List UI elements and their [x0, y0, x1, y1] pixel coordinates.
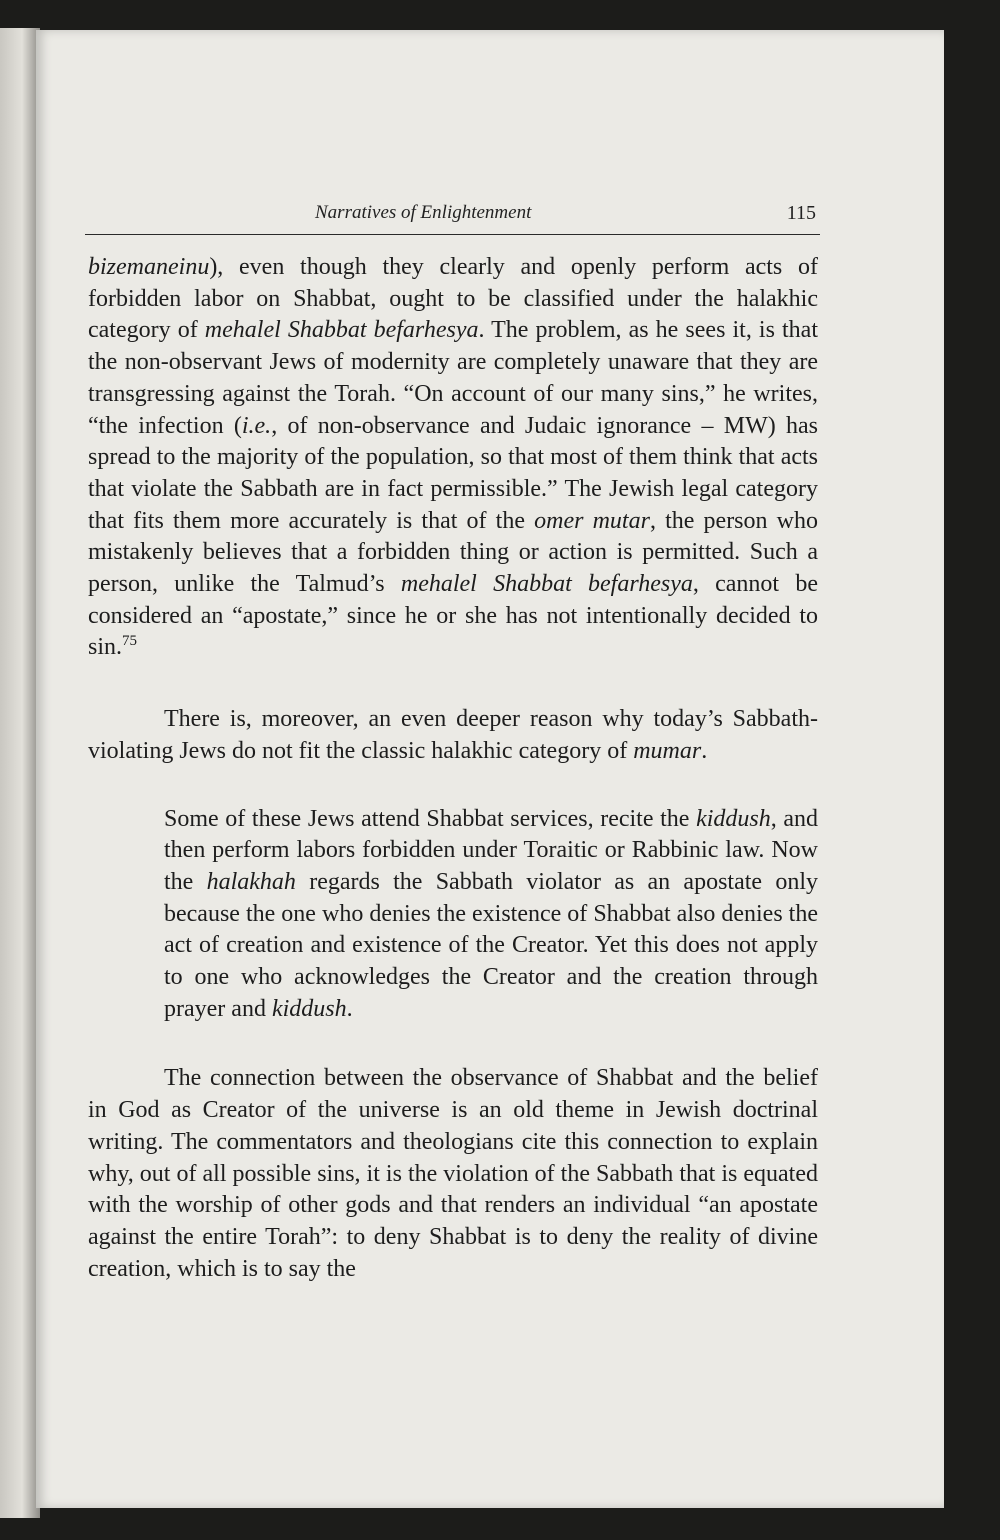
- italic-term: halakhah: [206, 868, 296, 895]
- text-run: , cannot be considered an “apostate,” since he or she has not intentionally decided to sin.: [88, 571, 819, 661]
- paragraph-3: The connection between the observance of Shabbat and the belief in God as Creator of the universe is an old theme in Jewish doctrinal writing. The commentators and theologians cite this connection to explain why, out of all possible sins, it is the violation of the Sabbath that is equated with the worship of other gods and that renders an individual “an apostate against the entire Torah”: to deny Shabbat is to deny the reality of divine creation, which is to say the: [88, 1065, 818, 1282]
- paragraph-2: [88, 704, 818, 767]
- block-quote: [164, 804, 818, 1026]
- book-page: [36, 30, 944, 1508]
- text-run: Some of these Jews attend Shabbat services, recite the: [164, 805, 697, 832]
- text-run: . The problem, as he sees it, is that the non-observant Jews of modernity are completely unaware that they are transgressing against the Torah. “On account of our many sins,” he writes, “the infection (: [88, 317, 819, 439]
- italic-term: mehalel Shabbat befarhesya: [204, 317, 479, 344]
- italic-term: bizemaneinu: [88, 254, 210, 280]
- text-run: .: [701, 737, 708, 764]
- body-text: [88, 252, 818, 1285]
- page-header: [85, 202, 820, 235]
- text-run: .: [346, 995, 353, 1022]
- text-run: regards the Sabbath violator as an apostate only because the one who denies the existence of Shabbat also denies the act of creation and existence of the Creator. Yet this does not apply to one who acknowledges the Creator and the creation through prayer and: [164, 868, 818, 1022]
- italic-term: i.e.: [241, 412, 272, 439]
- text-run: ), even though they clearly and openly perform acts of forbidden labor on Shabbat, ought to be classified under the halakhic category of: [88, 254, 818, 344]
- italic-term: mehalel Shabbat befarhesya: [400, 571, 693, 598]
- paragraph-1: [88, 252, 818, 664]
- page-number: 115: [786, 202, 816, 224]
- text-run: , the person who mistakenly believes that a forbidden thing or action is permitted. Such a person, unlike the Talmud’s: [88, 507, 818, 598]
- italic-term: mumar: [633, 737, 702, 764]
- italic-term: omer mutar: [534, 507, 650, 534]
- text-run: There is, moreover, an even deeper reason why today’s Sabbath-violating Jews do not fit the classic halakhic category of: [88, 706, 818, 764]
- text-run: , of non-observance and Judaic ignorance – MW) has spread to the majority of the population, so that most of them think that acts that violate the Sabbath are in fact permissible.” The Jewish legal category that fits them more accurately is that of the: [88, 412, 819, 534]
- italic-term: kiddush: [696, 805, 771, 832]
- italic-term: kiddush: [271, 995, 347, 1022]
- text-run: , and then perform labors forbidden under Toraitic or Rabbinic law. Now the: [164, 805, 819, 895]
- facing-page-edge: [0, 28, 40, 1518]
- footnote-marker: 75: [122, 633, 138, 650]
- running-head: Narratives of Enlightenment: [315, 202, 532, 223]
